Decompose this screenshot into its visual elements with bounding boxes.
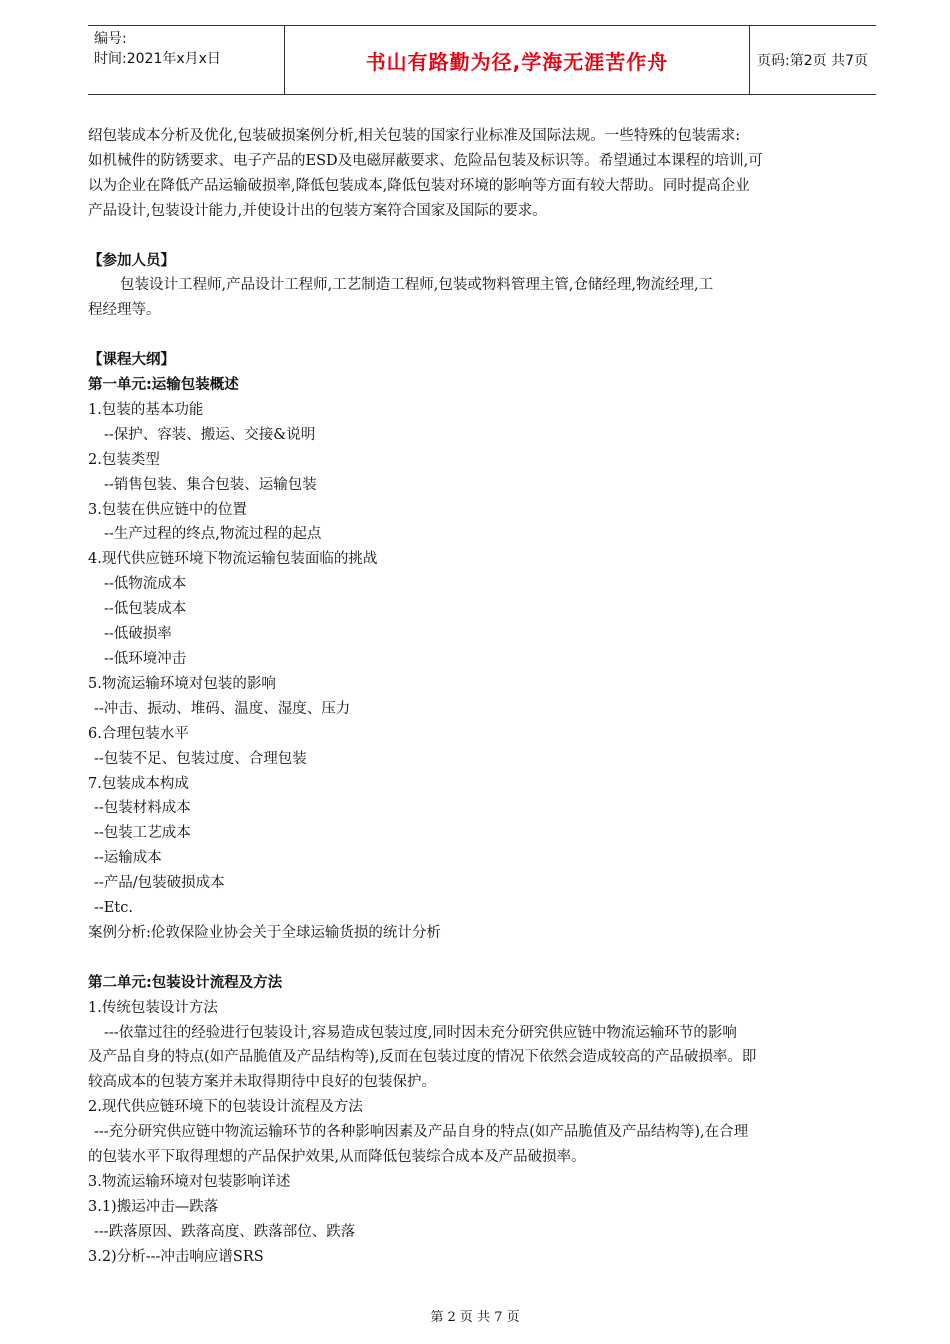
outline-item: --产品/包装破损成本 <box>94 875 225 892</box>
outline-item: --生产过程的终点,物流过程的起点 <box>104 526 322 543</box>
outline-heading: 【课程大纲】 <box>88 352 175 369</box>
outline-item: 7.包装成本构成 <box>88 775 189 792</box>
document-number-label: 编号: <box>94 31 127 47</box>
outline-item: ---充分研究供应链中物流运输环节的各种影响因素及产品自身的特点(如产品脆值及产品结构等),在合理 <box>94 1124 749 1141</box>
header-meta <box>88 26 284 94</box>
outline-item: --冲击、振动、堆码、温度、湿度、压力 <box>94 700 351 717</box>
header-motto-cell <box>284 26 750 94</box>
outline-item: 1.包装的基本功能 <box>88 401 204 418</box>
text-line: 绍包装成本分析及优化,包装破损案例分析,相关包装的国家行业标准及国际法规。一些特殊的包装需求: <box>88 128 741 144</box>
document-body <box>88 124 876 1270</box>
document-time-label: 时间:2021年x月x日 <box>94 51 221 67</box>
header-motto: 书山有路勤为径,学海无涯苦作舟 <box>365 49 669 74</box>
outline-item: 1.传统包装设计方法 <box>88 999 218 1016</box>
outline-item: ---跌落原因、跌落高度、跌落部位、跌落 <box>94 1223 356 1240</box>
outline-item: 6.合理包装水平 <box>88 725 189 742</box>
outline-item: 5.物流运输环境对包装的影响 <box>88 675 276 692</box>
text-line: 包装设计工程师,产品设计工程师,工艺制造工程师,包装或物料管理主管,仓储经理,物流经理,工 <box>120 277 714 294</box>
outline-item: --保护、容装、搬运、交接&说明 <box>104 426 316 443</box>
page-header <box>88 25 876 95</box>
text-line: 以为企业在降低产品运输破损率,降低包装成本,降低包装对环境的影响等方面有较大帮助。同时提高企业 <box>88 177 750 194</box>
header-page-number: 页码:第2页 共7页 <box>757 53 868 69</box>
unit1-list <box>88 398 876 946</box>
outline-item: 3.1)搬运冲击—跌落 <box>88 1198 219 1215</box>
outline-item: 3.包装在供应链中的位置 <box>88 501 247 518</box>
unit1-heading: 第一单元:运输包装概述 <box>88 377 239 394</box>
outline-item: 4.现代供应链环境下物流运输包装面临的挑战 <box>88 551 378 568</box>
intro-paragraph <box>88 124 876 224</box>
outline-item: --低破损率 <box>104 626 172 643</box>
text-line: 程经理等。 <box>88 302 161 319</box>
outline-item: --销售包装、集合包装、运输包装 <box>104 476 317 493</box>
outline-item: --低包装成本 <box>104 601 187 618</box>
outline-item: 案例分析:伦敦保险业协会关于全球运输货损的统计分析 <box>88 924 441 941</box>
outline-item: --包装工艺成本 <box>94 825 191 842</box>
outline-item: 3.2)分析---冲击响应谱SRS <box>88 1248 264 1265</box>
outline-item: 2.现代供应链环境下的包装设计流程及方法 <box>88 1099 363 1116</box>
outline-item: ---依靠过往的经验进行包装设计,容易造成包装过度,同时因未充分研究供应链中物流运输环节的影响 <box>104 1024 737 1041</box>
text-line: 如机械件的防锈要求、电子产品的ESD及电磁屏蔽要求、危险品包装及标识等。希望通过本课程的培训,可 <box>88 152 763 169</box>
participants-paragraph <box>88 273 876 323</box>
outline-item: --包装材料成本 <box>94 800 191 817</box>
outline-item: --低环境冲击 <box>104 651 187 667</box>
outline-item: 较高成本的包装方案并未取得期待中良好的包装保护。 <box>88 1074 436 1091</box>
outline-item: 3.物流运输环境对包装影响详述 <box>88 1174 291 1191</box>
outline-item: --运输成本 <box>94 850 162 867</box>
outline-item: 2.包装类型 <box>88 451 160 468</box>
outline-item: 的包装水平下取得理想的产品保护效果,从而降低包装综合成本及产品破损率。 <box>88 1149 586 1166</box>
participants-heading: 【参加人员】 <box>88 252 175 269</box>
outline-item: --包装不足、包装过度、合理包装 <box>94 750 307 767</box>
outline-item: --Etc. <box>94 900 133 917</box>
outline-item: --低物流成本 <box>104 576 187 593</box>
page-footer: 第 2 页 共 7 页 <box>430 1310 520 1325</box>
unit2-heading: 第二单元:包装设计流程及方法 <box>88 974 283 991</box>
unit2-list <box>88 996 876 1270</box>
outline-item: 及产品自身的特点(如产品脆值及产品结构等),反而在包装过度的情况下依然会造成较高的产品破损率。即 <box>88 1049 757 1066</box>
text-line: 产品设计,包装设计能力,并使设计出的包装方案符合国家及国际的要求。 <box>88 202 547 219</box>
